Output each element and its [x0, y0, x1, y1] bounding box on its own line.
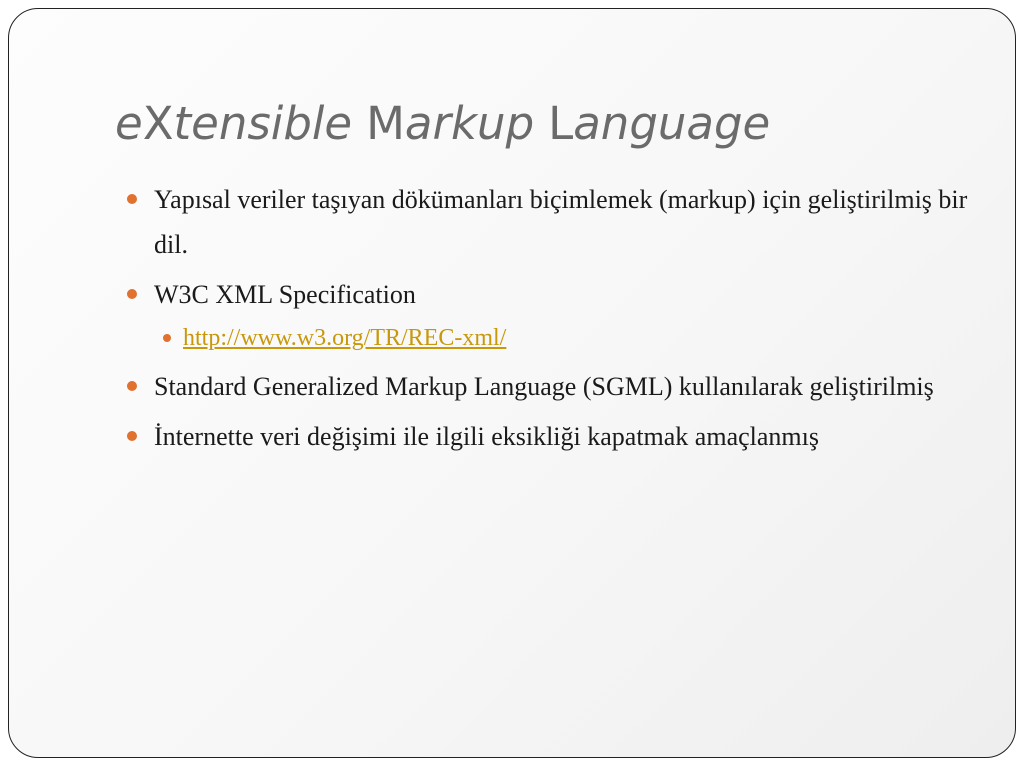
title-part-l: L: [548, 97, 574, 150]
title-part-arkup: arkup: [404, 97, 535, 150]
bullet-item: [125, 414, 985, 459]
title-part-tensible: tensible: [173, 97, 353, 150]
bullet-item: [125, 177, 985, 267]
bullet-text: Standard Generalized Markup Language (SGML) kullanılarak geliştirilmiş: [154, 372, 934, 401]
title-part-m: M: [366, 97, 405, 150]
w3c-spec-link[interactable]: http://www.w3.org/TR/REC-xml/: [183, 325, 507, 351]
title-part-x: X: [142, 97, 174, 150]
slide-title: [115, 93, 770, 155]
bullet-item: [125, 364, 985, 409]
sub-bullet-item: [125, 318, 985, 358]
bullet-item: [125, 272, 985, 317]
bullet-text: Yapısal veriler taşıyan dökümanları biçimlemek (markup) için geliştirilmiş bir dil.: [154, 185, 968, 259]
bullet-text: W3C XML Specification: [154, 280, 416, 309]
title-part-e: e: [115, 97, 143, 150]
bullet-text: İnternette veri değişimi ile ilgili eksikliği kapatmak amaçlanmış: [154, 422, 819, 451]
bullet-list: [125, 177, 985, 464]
slide: [8, 8, 1016, 758]
title-part-anguage: anguage: [573, 97, 771, 150]
